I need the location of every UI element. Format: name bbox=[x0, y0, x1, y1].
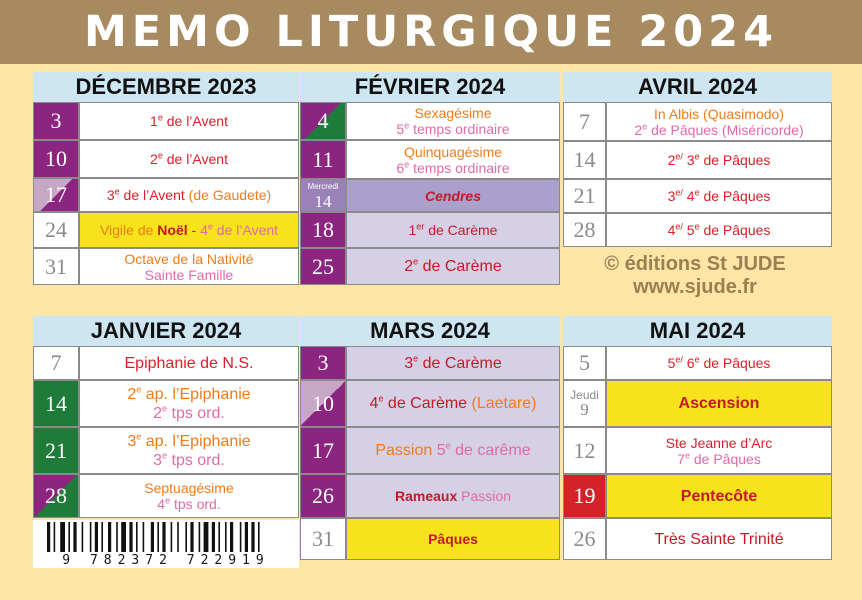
ordinal-suffix: e bbox=[207, 221, 213, 232]
feast-line bbox=[668, 152, 771, 168]
feast-text: 2 bbox=[150, 151, 158, 167]
feast-label bbox=[79, 427, 299, 474]
barcode-bar bbox=[240, 522, 242, 552]
feast-label bbox=[346, 427, 560, 474]
feast-text: Pâques bbox=[428, 531, 478, 547]
feast-text: Pentecôte bbox=[680, 487, 758, 505]
feast-line bbox=[409, 222, 498, 238]
day-number: 14 bbox=[563, 141, 606, 179]
day-number: 18 bbox=[300, 212, 346, 248]
day-number: 17 bbox=[33, 178, 79, 212]
ordinal-suffix: e/ bbox=[675, 354, 683, 365]
feast-label bbox=[346, 212, 560, 248]
feast-text: 2 bbox=[153, 404, 163, 422]
feast-line bbox=[666, 435, 773, 451]
feast-text: de l’Avent bbox=[212, 222, 279, 238]
day-number: 7 bbox=[33, 346, 79, 380]
day-number: 28 bbox=[33, 474, 79, 518]
barcode-bar bbox=[143, 522, 145, 552]
feast-text: tps ord. bbox=[170, 496, 221, 512]
publisher-name: © éditions St JUDE bbox=[604, 253, 786, 275]
barcode-bar bbox=[212, 522, 215, 552]
feast-text: Passion bbox=[375, 442, 437, 459]
ordinal-suffix: e bbox=[684, 449, 690, 460]
feast-text: 2 bbox=[667, 152, 676, 168]
weekday-label: Jeudi bbox=[570, 387, 599, 402]
day-number: 24 bbox=[33, 212, 79, 248]
day-number: 10 bbox=[300, 380, 346, 427]
feast-text: de Pâques bbox=[699, 188, 771, 204]
feast-label bbox=[606, 427, 832, 474]
feast-text: de Carème bbox=[424, 222, 498, 238]
publisher-credit bbox=[576, 253, 814, 299]
barcode-bar bbox=[218, 522, 220, 552]
feast-label bbox=[79, 380, 299, 427]
barcode-bar bbox=[162, 522, 165, 552]
day-number bbox=[300, 179, 346, 212]
feast-line bbox=[370, 394, 537, 413]
ordinal-suffix: er bbox=[416, 221, 425, 232]
barcode-bar bbox=[108, 522, 111, 552]
feast-label bbox=[79, 140, 299, 178]
feast-label bbox=[79, 212, 299, 248]
feast-line bbox=[107, 187, 271, 203]
feast-line bbox=[124, 251, 253, 267]
feast-line bbox=[668, 222, 771, 238]
feast-label bbox=[606, 141, 832, 179]
ordinal-suffix: e bbox=[404, 158, 410, 169]
ordinal-suffix: e bbox=[694, 187, 700, 198]
feast-text: temps ordinaire bbox=[409, 121, 510, 137]
month-header-mai: MAI 2024 bbox=[563, 316, 832, 346]
feast-label bbox=[606, 518, 832, 560]
feast-line bbox=[125, 354, 254, 373]
feast-text: Octave de la Nativité bbox=[124, 250, 254, 267]
feast-line bbox=[150, 113, 228, 129]
day-number: 3 bbox=[300, 346, 346, 380]
feast-line bbox=[127, 385, 250, 404]
day-number: 26 bbox=[563, 518, 606, 560]
feast-text: 4 bbox=[667, 222, 676, 238]
title-banner bbox=[0, 0, 862, 64]
feast-line bbox=[668, 188, 771, 204]
day-number: 21 bbox=[33, 427, 79, 474]
feast-text: 5 bbox=[682, 222, 695, 238]
feast-text: Epiphanie de N.S. bbox=[124, 354, 254, 372]
barcode-bar bbox=[73, 522, 76, 552]
ordinal-suffix: e bbox=[157, 112, 163, 123]
feast-line bbox=[681, 487, 757, 506]
feast-text: 4 bbox=[157, 496, 166, 512]
feast-label bbox=[606, 179, 832, 213]
feast-line bbox=[375, 441, 530, 460]
publisher-website[interactable]: www.sjude.fr bbox=[633, 276, 757, 298]
feast-text: de Carème bbox=[418, 354, 502, 372]
feast-text: Quinquagésime bbox=[403, 143, 503, 160]
day-number: 11 bbox=[300, 140, 346, 179]
day-number: 4 bbox=[300, 102, 346, 140]
feast-text: ap. l’Epiphanie bbox=[141, 432, 251, 450]
barcode-digits: 9 782372 722919 bbox=[62, 553, 270, 568]
feast-text: de Carème bbox=[418, 258, 502, 275]
day-number: 3 bbox=[33, 102, 79, 140]
day-number: 10 bbox=[33, 140, 79, 178]
month-header-avr: AVRIL 2024 bbox=[563, 72, 832, 102]
ordinal-suffix: e bbox=[404, 120, 410, 131]
feast-text: 3 bbox=[667, 188, 676, 204]
ordinal-suffix: e bbox=[162, 403, 168, 414]
ordinal-suffix: e bbox=[445, 440, 451, 451]
feast-line bbox=[634, 122, 803, 138]
feast-text: Cendres bbox=[424, 187, 482, 204]
feast-text: ap. l’Epiphanie bbox=[141, 385, 251, 403]
page-title: MEMO LITURGIQUE 2024 bbox=[83, 7, 779, 57]
feast-text: tps ord. bbox=[167, 404, 225, 422]
feast-text: Sainte Famille bbox=[144, 266, 234, 283]
feast-text: 6 bbox=[682, 355, 695, 371]
feast-line bbox=[679, 394, 760, 413]
feast-text: de l’Avent bbox=[119, 187, 189, 203]
feast-line bbox=[144, 480, 234, 496]
barcode-bar bbox=[199, 522, 201, 552]
feast-text: 5 bbox=[396, 121, 405, 137]
feast-text: Passion bbox=[457, 488, 511, 504]
barcode-bar bbox=[101, 522, 103, 552]
barcode-bar bbox=[136, 522, 138, 552]
barcode-bar bbox=[95, 522, 98, 552]
feast-text: de Pâques bbox=[689, 450, 761, 467]
barcode-bar bbox=[190, 522, 193, 552]
feast-text: 4 bbox=[200, 222, 208, 238]
feast-text: de Pâques bbox=[699, 355, 771, 371]
feast-label bbox=[79, 474, 299, 518]
month-header-dec: DÉCEMBRE 2023 bbox=[33, 72, 299, 102]
feast-line bbox=[654, 106, 784, 122]
feast-label bbox=[346, 380, 560, 427]
feast-text: In Albis (Quasimodo) bbox=[654, 105, 784, 122]
ordinal-suffix: e bbox=[114, 186, 120, 197]
day-value: 14 bbox=[314, 191, 332, 211]
feast-line bbox=[150, 151, 228, 167]
barcode-bar bbox=[171, 522, 173, 552]
barcode-bar bbox=[60, 522, 65, 552]
day-number: 31 bbox=[300, 518, 346, 560]
barcode-bar bbox=[68, 522, 70, 552]
ordinal-suffix: e bbox=[694, 221, 700, 232]
feast-label bbox=[346, 346, 560, 380]
feast-line bbox=[153, 404, 225, 423]
feast-line bbox=[396, 160, 509, 176]
feast-label bbox=[606, 346, 832, 380]
weekday-label: Mercredi bbox=[307, 181, 339, 191]
ordinal-suffix: e/ bbox=[675, 221, 683, 232]
barcode-bar bbox=[185, 522, 187, 552]
barcode-bar bbox=[245, 522, 248, 552]
barcode-bar bbox=[82, 522, 84, 552]
month-header-fev: FÉVRIER 2024 bbox=[300, 72, 560, 102]
ordinal-suffix: e/ bbox=[675, 151, 683, 162]
feast-text: de l’Avent bbox=[162, 113, 228, 129]
feast-label bbox=[346, 102, 560, 140]
feast-label bbox=[606, 213, 832, 247]
day-number: 14 bbox=[33, 380, 79, 427]
feast-text: temps ordinaire bbox=[409, 159, 510, 176]
ordinal-suffix: e bbox=[378, 393, 384, 404]
barcode-bar bbox=[151, 522, 154, 552]
feast-line bbox=[153, 451, 225, 470]
barcode-bar bbox=[251, 522, 254, 552]
month-header-jan: JANVIER 2024 bbox=[33, 316, 299, 346]
feast-text: 1 bbox=[408, 222, 417, 238]
feast-text: de Carème bbox=[383, 395, 472, 412]
day-number: 5 bbox=[563, 346, 606, 380]
feast-text: de Pâques bbox=[699, 222, 771, 238]
day-number: 21 bbox=[563, 179, 606, 213]
feast-text: - bbox=[187, 222, 201, 238]
ordinal-suffix: e bbox=[694, 151, 700, 162]
feast-text: 5 bbox=[667, 355, 676, 371]
day-number: 28 bbox=[563, 213, 606, 247]
feast-text: Septuagésime bbox=[144, 480, 234, 496]
feast-label bbox=[346, 518, 560, 560]
ordinal-suffix: e bbox=[413, 256, 419, 267]
day-number: 25 bbox=[300, 248, 346, 285]
feast-text: 6 bbox=[396, 159, 405, 176]
feast-line bbox=[404, 144, 502, 160]
barcode-bar bbox=[258, 522, 260, 552]
feast-line bbox=[145, 267, 234, 283]
ordinal-suffix: e bbox=[136, 431, 142, 442]
barcode-bar bbox=[157, 522, 159, 552]
feast-text: 7 bbox=[677, 450, 685, 467]
feast-text: 4 bbox=[369, 395, 379, 412]
feast-text: Rameaux bbox=[395, 488, 458, 504]
feast-text: Sexagésime bbox=[414, 105, 492, 121]
ordinal-suffix: e/ bbox=[675, 187, 683, 198]
day-number: 7 bbox=[563, 102, 606, 141]
feast-label bbox=[346, 248, 560, 285]
feast-text: 2 bbox=[634, 121, 643, 138]
ordinal-suffix: e bbox=[694, 354, 700, 365]
feast-text: (de Gaudete) bbox=[188, 187, 272, 203]
feast-text: 2 bbox=[404, 258, 414, 275]
ordinal-suffix: e bbox=[162, 450, 168, 461]
day-number: 31 bbox=[33, 248, 79, 285]
day-number: 26 bbox=[300, 474, 346, 518]
barcode-bar bbox=[204, 522, 209, 552]
barcode-bar bbox=[129, 522, 132, 552]
feast-line bbox=[428, 531, 478, 547]
ordinal-suffix: e bbox=[165, 495, 171, 506]
feast-line bbox=[654, 530, 783, 549]
ordinal-suffix: e bbox=[157, 150, 163, 161]
feast-text: de Pâques bbox=[699, 152, 771, 168]
feast-text: 3 bbox=[106, 187, 115, 203]
barcode-bar bbox=[47, 522, 50, 552]
feast-label bbox=[346, 140, 560, 179]
barcode bbox=[33, 520, 299, 568]
barcode-bars bbox=[33, 520, 299, 554]
feast-text: de Pâques (Miséricorde) bbox=[647, 121, 804, 138]
feast-text: 4 bbox=[682, 188, 695, 204]
feast-line bbox=[404, 257, 502, 276]
feast-line bbox=[668, 355, 771, 371]
feast-text: 5 bbox=[436, 442, 446, 459]
feast-line bbox=[404, 354, 502, 373]
feast-line bbox=[127, 432, 250, 451]
feast-text: 3 bbox=[153, 451, 163, 469]
feast-text: de carême bbox=[450, 442, 531, 459]
feast-label bbox=[79, 248, 299, 285]
feast-text: 1 bbox=[150, 113, 158, 129]
barcode-bar bbox=[121, 522, 126, 552]
feast-label bbox=[79, 102, 299, 140]
feast-label bbox=[606, 102, 832, 141]
feast-text: Vigile de bbox=[99, 222, 158, 238]
barcode-bar bbox=[90, 522, 92, 552]
feast-text: Ste Jeanne d’Arc bbox=[665, 434, 773, 451]
feast-text: Ascension bbox=[678, 395, 760, 412]
feast-line bbox=[414, 105, 491, 121]
day-number: 17 bbox=[300, 427, 346, 474]
feast-line bbox=[677, 451, 761, 467]
feast-text: (Laetare) bbox=[471, 395, 537, 412]
feast-text: 2 bbox=[127, 385, 137, 403]
ordinal-suffix: e bbox=[413, 353, 419, 364]
feast-text: tps ord. bbox=[167, 451, 225, 469]
feast-label bbox=[606, 380, 832, 427]
feast-text: Noël bbox=[157, 222, 188, 238]
barcode-bar bbox=[54, 522, 56, 552]
ordinal-suffix: e bbox=[642, 120, 648, 131]
day-number: 12 bbox=[563, 427, 606, 474]
ordinal-suffix: e bbox=[136, 384, 142, 395]
feast-label bbox=[346, 179, 560, 212]
feast-line bbox=[157, 496, 220, 512]
feast-label bbox=[346, 474, 560, 518]
feast-line bbox=[396, 121, 509, 137]
feast-label bbox=[79, 178, 299, 212]
barcode-bar bbox=[230, 522, 233, 552]
barcode-bar bbox=[116, 522, 118, 552]
day-value: 9 bbox=[580, 399, 589, 419]
barcode-bar bbox=[225, 522, 227, 552]
feast-label bbox=[79, 346, 299, 380]
feast-text: 3 bbox=[127, 432, 137, 450]
month-header-mar: MARS 2024 bbox=[300, 316, 560, 346]
day-number: 19 bbox=[563, 474, 606, 518]
feast-text: de l’Avent bbox=[162, 151, 228, 167]
barcode-bar bbox=[177, 522, 179, 552]
feast-text: Très Sainte Trinité bbox=[654, 530, 784, 548]
feast-line bbox=[425, 188, 481, 204]
feast-text: 3 bbox=[682, 152, 695, 168]
feast-label bbox=[606, 474, 832, 518]
feast-text: 3 bbox=[404, 354, 414, 372]
feast-line bbox=[395, 488, 511, 504]
day-number bbox=[563, 380, 606, 427]
feast-line bbox=[100, 222, 278, 238]
